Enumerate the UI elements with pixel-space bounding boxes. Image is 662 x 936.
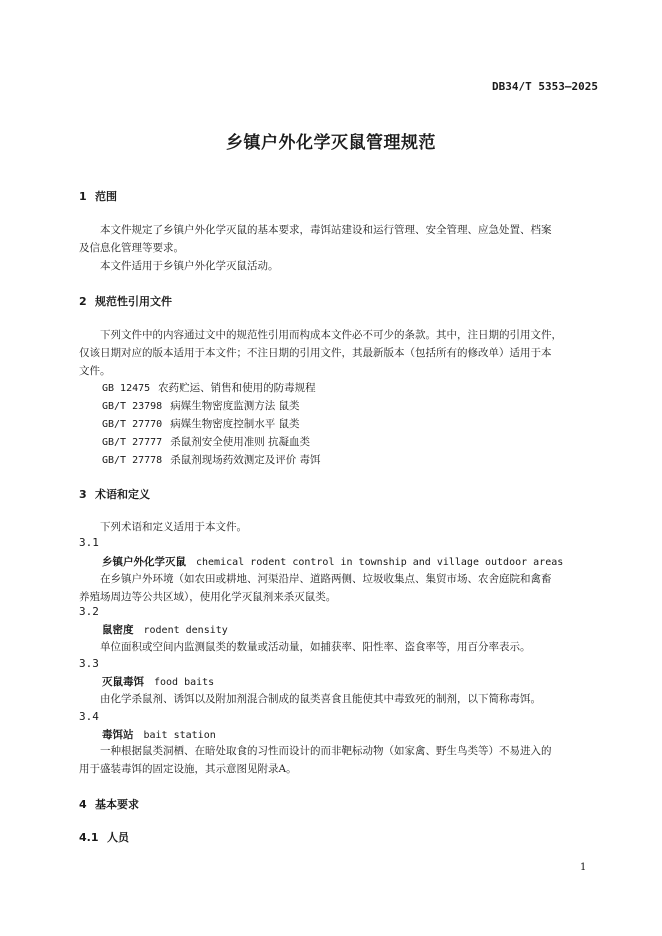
- term-en: chemical rodent control in township and village outdoor areas: [196, 557, 564, 568]
- term-number: 3.3: [79, 657, 99, 670]
- text-line: 一种根据鼠类洞栖、在暗处取食的习性而设计的而非靶标动物（如家禽、野生鸟类等）不易进入的: [100, 745, 552, 757]
- term-entry: [102, 554, 563, 569]
- section-title: 范围: [95, 190, 117, 203]
- text-line: 及信息化管理等要求。: [79, 242, 184, 254]
- section-number: 3: [79, 488, 87, 501]
- term-definition: [79, 742, 599, 778]
- term-en: food baits: [154, 677, 215, 688]
- reference-title: 病媒生物密度控制水平 鼠类: [170, 418, 300, 430]
- section-number: 2: [79, 295, 87, 308]
- reference-title: 杀鼠剂现场药效测定及评价 毒饵: [170, 454, 321, 466]
- reference-title: 病媒生物密度监测方法 鼠类: [170, 400, 300, 412]
- subsection-title: 人员: [107, 831, 129, 844]
- section-title: 术语和定义: [95, 488, 150, 501]
- reference-code: GB/T 23798: [102, 401, 163, 412]
- reference-item: [102, 398, 300, 413]
- section-title: 规范性引用文件: [95, 295, 172, 308]
- section-number: 4: [79, 798, 87, 811]
- reference-item: [102, 380, 316, 395]
- term-zh: 灭鼠毒饵: [102, 676, 144, 688]
- term-number: 3.2: [79, 605, 99, 618]
- text-line: 仅该日期对应的版本适用于本文件；不注日期的引用文件，其最新版本（包括所有的修改单）适用于本: [79, 347, 552, 359]
- text-line: 在乡镇户外环境（如农田或耕地、河渠沿岸、道路两侧、垃圾收集点、集贸市场、农舍庭院和禽畜: [100, 573, 552, 585]
- term-number: 3.1: [79, 536, 99, 549]
- text-line: 下列文件中的内容通过文中的规范性引用而构成本文件必不可少的条款。其中，注日期的引用文件，: [100, 329, 562, 341]
- term-definition: [79, 570, 599, 606]
- term-zh: 鼠密度: [102, 624, 134, 636]
- document-title: 乡镇户外化学灭鼠管理规范: [226, 133, 436, 153]
- term-en: rodent density: [143, 625, 228, 636]
- reference-title: 农药贮运、销售和使用的防毒规程: [158, 382, 316, 394]
- text-line: 文件。: [79, 365, 111, 377]
- term-zh: 毒饵站: [102, 729, 134, 741]
- subsection-4-1-heading: [79, 829, 129, 845]
- page-number: 1: [580, 862, 587, 873]
- term-number: 3.4: [79, 710, 99, 723]
- text-line: 用于盛装毒饵的固定设施，其示意图见附录A。: [79, 763, 297, 775]
- reference-item: [102, 452, 321, 467]
- references-intro: [79, 326, 599, 380]
- reference-code: GB/T 27770: [102, 419, 163, 430]
- section-4-heading: [79, 796, 139, 812]
- reference-title: 杀鼠剂安全使用准则 抗凝血类: [170, 436, 311, 448]
- reference-code: GB 12475: [102, 383, 151, 394]
- reference-item: [102, 416, 300, 431]
- term-zh: 乡镇户外化学灭鼠: [102, 556, 186, 568]
- document-id: DB34/T 5353—2025: [492, 80, 598, 93]
- term-entry: [102, 674, 214, 689]
- section-title: 基本要求: [95, 798, 139, 811]
- terms-intro: 下列术语和定义适用于本文件。: [100, 521, 247, 533]
- term-entry: [102, 622, 228, 637]
- reference-code: GB/T 27778: [102, 455, 163, 466]
- scope-paragraph-2: 本文件适用于乡镇户外化学灭鼠活动。: [100, 260, 279, 272]
- scope-paragraph-1: [79, 221, 599, 257]
- text-line: 本文件规定了乡镇户外化学灭鼠的基本要求，毒饵站建设和运行管理、安全管理、应急处置、档案: [100, 224, 552, 236]
- section-1-heading: [79, 188, 117, 204]
- term-definition: 由化学杀鼠剂、诱饵以及附加剂混合制成的鼠类喜食且能使其中毒致死的制剂，以下简称毒饵。: [100, 693, 541, 705]
- text-line: 养殖场周边等公共区域），使用化学灭鼠剂来杀灭鼠类。: [79, 591, 337, 603]
- term-entry: [102, 727, 216, 742]
- term-definition: 单位面积或空间内监测鼠类的数量或活动量，如捕获率、阳性率、盗食率等，用百分率表示。: [100, 641, 531, 653]
- reference-code: GB/T 27777: [102, 437, 163, 448]
- section-number: 1: [79, 190, 87, 203]
- reference-item: [102, 434, 310, 449]
- section-2-heading: [79, 293, 172, 309]
- section-3-heading: [79, 486, 150, 502]
- subsection-number: 4.1: [79, 831, 99, 844]
- term-en: bait station: [143, 730, 216, 741]
